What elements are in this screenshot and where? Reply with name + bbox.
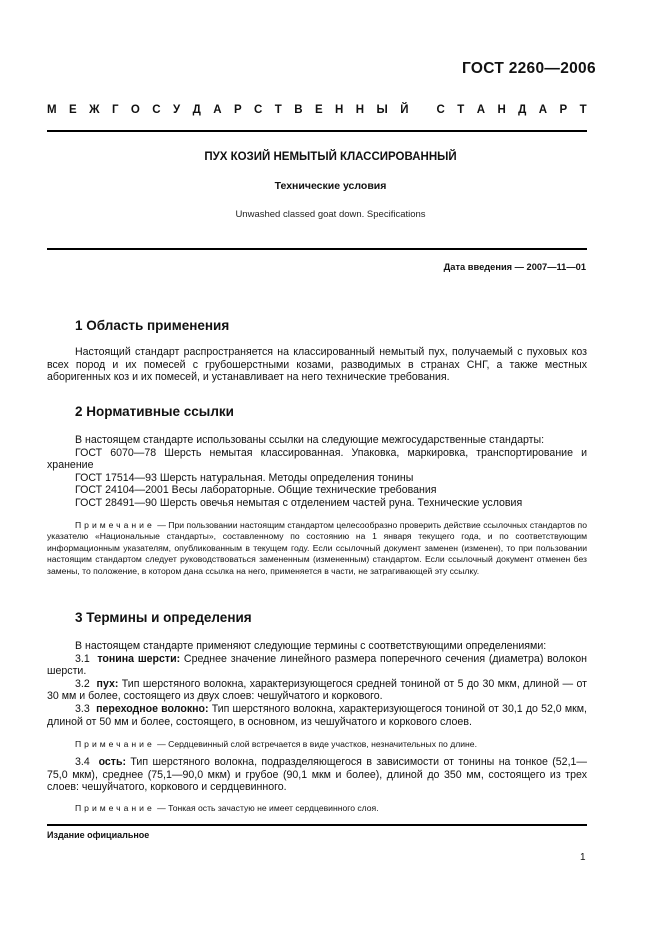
banner-letter: М	[47, 104, 57, 116]
header-divider	[47, 130, 587, 132]
term-name: тонина шерсти:	[97, 652, 181, 665]
banner-letter: Н	[355, 104, 365, 116]
banner-letter: Т	[457, 104, 465, 116]
note-label: Примечание	[75, 520, 155, 530]
banner-letter: А	[538, 104, 548, 116]
references-intro: В настоящем стандарте использованы ссылки на следующие межгосударственные стандарты:	[75, 434, 545, 446]
reference-item: ГОСТ 17514—93 Шерсть натуральная. Методы определения тонины	[75, 471, 414, 484]
note-label: Примечание	[75, 803, 155, 813]
term-name: ость:	[98, 756, 127, 768]
banner-letter: Р	[233, 104, 242, 116]
term-3-2: 3.2 пух: Тип шерстяного волокна, характеризующегося средней тониной от 5 до 30 мкм, длиной — от 30 мм и более, состоящего из двух слоев: чешуйчатого и коркового.	[47, 677, 588, 703]
page-number: 1	[580, 852, 586, 863]
term-3-3: 3.3 переходное волокно: Тип шерстяного волокна, характеризующегося тониной от 30,1 до 52,0 мкм, длиной от 50 мм и более, состоящего, в основном, из чешуйчатого и коркового слоев.	[47, 702, 587, 728]
official-edition-label: Издание официальное	[47, 830, 150, 840]
note-text: — Сердцевинный слой встречается в виде участков, незначительных по длине.	[154, 739, 477, 749]
section-2-body	[47, 434, 587, 510]
banner-letter: А	[476, 104, 486, 116]
note-label: Примечание	[75, 739, 155, 749]
introduction-date: Дата введения — 2007—11—01	[443, 262, 586, 272]
footer-divider	[47, 824, 587, 826]
banner-letter: Ж	[89, 104, 100, 116]
section-heading-3: 3 Термины и определения	[75, 610, 252, 625]
banner-letter: У	[173, 104, 181, 116]
document-title: ПУХ КОЗИЙ НЕМЫТЫЙ КЛАССИРОВАННЫЙ	[204, 151, 457, 163]
section-1-body	[47, 346, 587, 384]
note-text: — При пользовании настоящим стандартом целесообразно проверить действие ссылочных стандартов по указателю «Национальные стандарты», составленному по состоянию на 1 января текущего года, и по соответствующим информационным указателям, опубликованным в текущем году. Если ссылочный документ заменен (изменен), то при пользовании настоящим стандартом следует руководствоваться замененным (измененным) стандартом. Если ссылочный документ отменен без замены, то положение, в котором дана ссылка на него, применяется в части, не затрагивающей эту ссылку.	[47, 520, 587, 576]
document-subtitle: Технические условия	[274, 180, 387, 192]
title-divider	[47, 248, 587, 250]
standard-banner	[47, 104, 587, 116]
banner-letter: Г	[111, 104, 119, 116]
banner-letter: Н	[335, 104, 344, 116]
term-name: переходное волокно:	[96, 702, 209, 715]
banner-letter: В	[294, 104, 303, 116]
banner-letter: Д	[518, 104, 527, 116]
reference-item: ГОСТ 24104—2001 Весы лабораторные. Общие технические требования	[75, 484, 437, 497]
section-heading-2: 2 Нормативные ссылки	[75, 404, 234, 419]
banner-letter: Н	[497, 104, 506, 116]
banner-letter: С	[436, 104, 445, 116]
document-code: ГОСТ 2260—2006	[462, 60, 596, 77]
reference-item: ГОСТ 28491—90 Шерсть овечья немытая с отделением частей руна. Технические условия	[75, 496, 523, 509]
banner-letter: С	[254, 104, 263, 116]
section-2-note	[47, 520, 587, 577]
banner-letter: Т	[274, 104, 282, 116]
note-text: — Тонкая ость зачастую не имеет сердцевинного слоя.	[154, 803, 379, 813]
banner-letter: С	[152, 104, 161, 116]
section-1-paragraph: Настоящий стандарт распространяется на классированный немытый пух, получаемый с пуховых коз всех пород и их помесей с грубошерстными козами, разводимых в странах СНГ, а также местных аборигенных коз и их помесей, и устанавливает на него технические требования.	[47, 346, 587, 384]
banner-letter: О	[130, 104, 140, 116]
term-3-4: 3.4 ость: Тип шерстяного волокна, подразделяющегося в зависимости от тонины на тонкое (52,1—75,0 мкм), среднее (75,1—90,0 мкм) и грубое (90,1 мкм и более), длиной до 350 мм, состоящего из трех слоев: чешуйчатого, коркового и сердцевинного.	[47, 756, 588, 794]
section-heading-1: 1 Область применения	[75, 318, 230, 333]
section-3-body-cont	[47, 756, 587, 794]
section-3-body	[47, 640, 587, 728]
banner-letter: А	[213, 104, 222, 116]
reference-item: ГОСТ 6070—78 Шерсть немытая классированная. Упаковка, маркировка, транспортирование и хранение	[47, 446, 587, 472]
term-3-1: 3.1 тонина шерсти: Среднее значение линейного размера поперечного сечения (диаметра) волокон шерсти.	[47, 652, 587, 678]
section-3-note-2	[47, 803, 587, 814]
section-3-note-1	[47, 739, 587, 750]
term-name: пух:	[96, 677, 119, 690]
english-title: Unwashed classed goat down. Specifications	[235, 209, 426, 220]
banner-letter	[421, 104, 424, 116]
banner-letter: Й	[400, 104, 409, 116]
banner-letter: Ы	[376, 104, 388, 116]
banner-letter: Д	[192, 104, 201, 116]
terms-intro: В настоящем стандарте применяют следующие термины с соответствующими определениями:	[75, 640, 547, 652]
banner-letter: Е	[69, 104, 77, 116]
banner-letter: Е	[314, 104, 323, 116]
banner-letter: Т	[579, 104, 587, 116]
banner-letter: Р	[559, 104, 568, 116]
